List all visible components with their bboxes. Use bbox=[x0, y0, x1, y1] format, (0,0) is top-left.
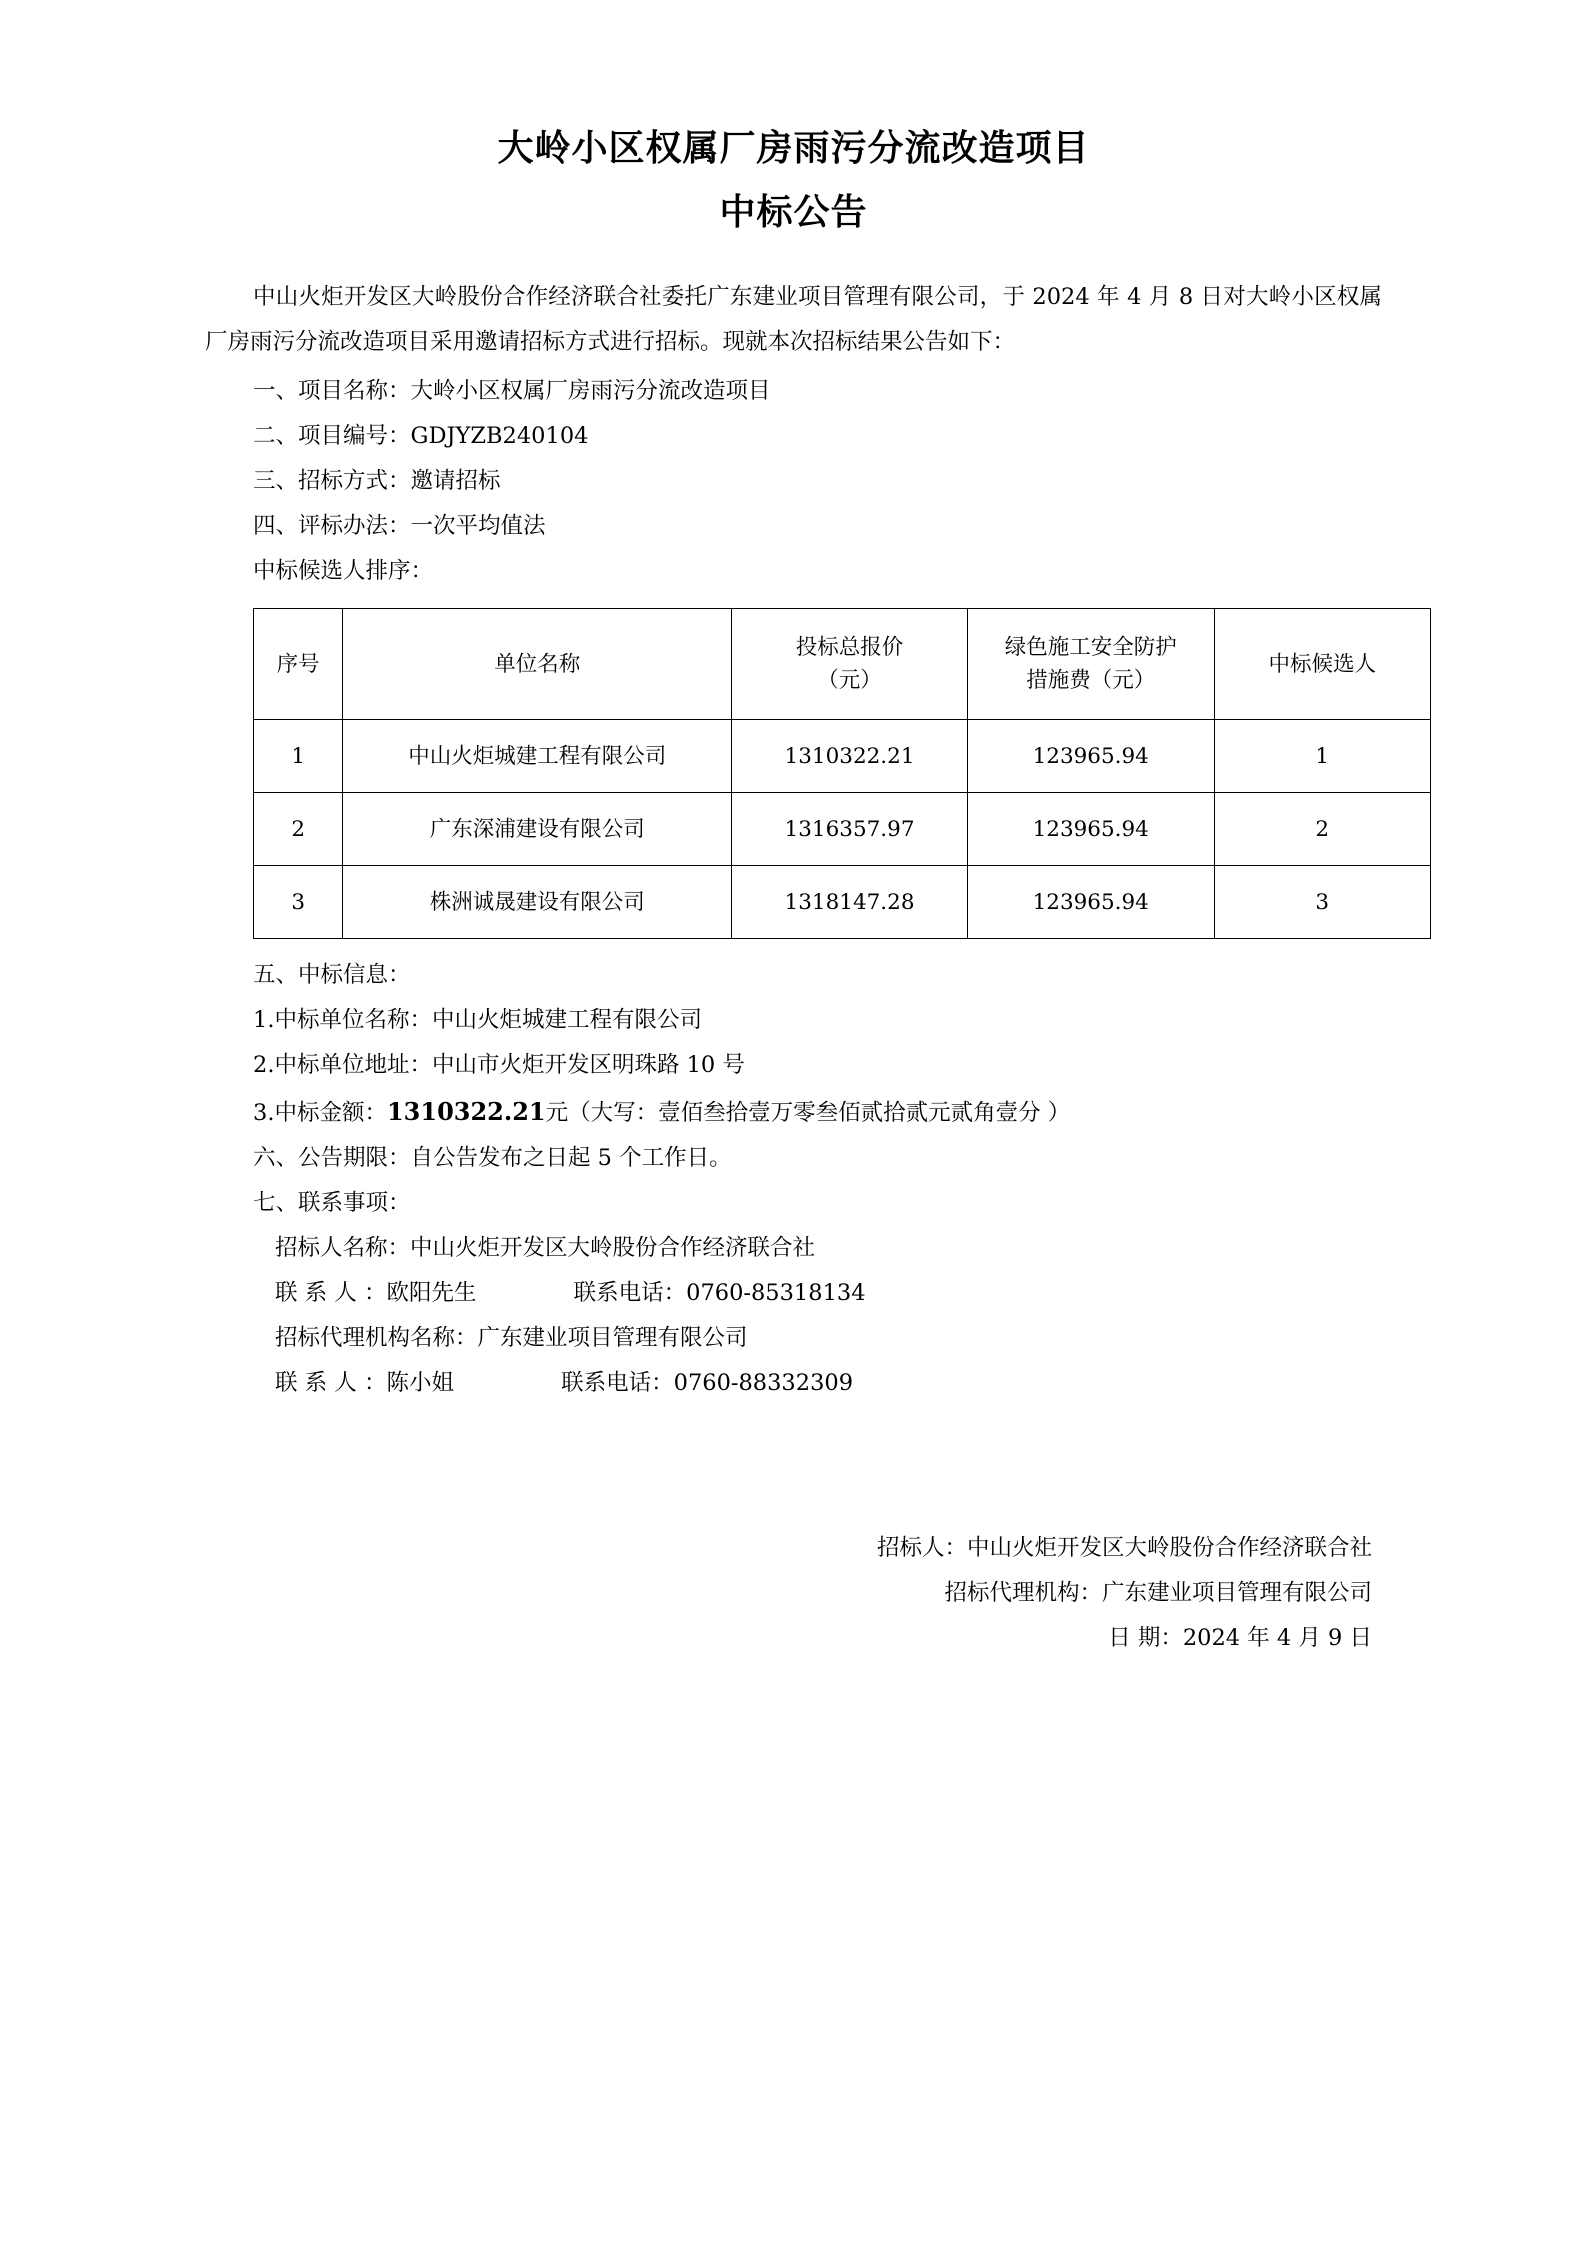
header-price bbox=[732, 609, 968, 720]
cell-price: 1316357.97 bbox=[732, 793, 968, 866]
bid-candidates-table bbox=[253, 608, 1431, 939]
cell-rank: 1 bbox=[1214, 720, 1430, 793]
winner-amount-line bbox=[205, 1088, 1382, 1136]
section-six-notice-period: 六、公告期限：自公告发布之日起 5 个工作日。 bbox=[253, 1145, 732, 1172]
table-row bbox=[254, 866, 1431, 939]
cell-rank: 2 bbox=[1214, 793, 1430, 866]
table-row bbox=[254, 720, 1431, 793]
candidates-label: 中标候选人排序： bbox=[253, 558, 434, 585]
cell-rank: 3 bbox=[1214, 866, 1430, 939]
header-price-line2: （元） bbox=[817, 668, 882, 694]
item-evaluation-method: 四、评标办法：一次平均值法 bbox=[253, 513, 546, 540]
cell-price: 1318147.28 bbox=[732, 866, 968, 939]
agency-name: 招标代理机构名称：广东建业项目管理有限公司 bbox=[275, 1325, 748, 1352]
footer-tenderer: 招标人：中山火炬开发区大岭股份合作经济联合社 bbox=[876, 1535, 1372, 1562]
contact-row-1 bbox=[205, 1271, 1382, 1316]
section-five-title: 五、中标信息： bbox=[253, 962, 411, 989]
contact-person-1: 联 系 人 ：欧阳先生 bbox=[275, 1280, 477, 1307]
cell-fee: 123965.94 bbox=[967, 866, 1214, 939]
signature-block bbox=[205, 1526, 1382, 1661]
page-title: 大岭小区权属厂房雨污分流改造项目 bbox=[497, 127, 1090, 169]
winner-amount-suffix: 元（大写：壹佰叁拾壹万零叁佰贰拾贰元贰角壹分 ） bbox=[545, 1100, 1071, 1127]
contact-phone-1: 联系电话：0760-85318134 bbox=[573, 1280, 866, 1307]
contact-phone-2: 联系电话：0760-88332309 bbox=[561, 1370, 854, 1397]
winner-amount-value: 1310322.21 bbox=[386, 1097, 546, 1127]
winner-unit-name: 1.中标单位名称：中山火炬城建工程有限公司 bbox=[253, 1007, 702, 1034]
winner-unit-address: 2.中标单位地址：中山市火炬开发区明珠路 10 号 bbox=[253, 1052, 745, 1079]
winner-amount-prefix: 3.中标金额： bbox=[253, 1100, 387, 1127]
cell-no: 3 bbox=[254, 866, 343, 939]
header-rank: 中标候选人 bbox=[1214, 609, 1430, 720]
cell-no: 2 bbox=[254, 793, 343, 866]
footer-agency: 招标代理机构：广东建业项目管理有限公司 bbox=[944, 1580, 1372, 1607]
tenderer-name: 招标人名称：中山火炬开发区大岭股份合作经济联合社 bbox=[275, 1235, 816, 1262]
cell-company: 株洲诚晟建设有限公司 bbox=[343, 866, 732, 939]
table-header-row bbox=[254, 609, 1431, 720]
cell-no: 1 bbox=[254, 720, 343, 793]
cell-fee: 123965.94 bbox=[967, 793, 1214, 866]
header-fee-line2: 措施费（元） bbox=[1026, 668, 1156, 694]
table-row bbox=[254, 793, 1431, 866]
cell-price: 1310322.21 bbox=[732, 720, 968, 793]
header-no: 序号 bbox=[254, 609, 343, 720]
intro-paragraph: 中山火炬开发区大岭股份合作经济联合社委托广东建业项目管理有限公司，于 2024 年 4 月 8 日对大岭小区权属厂房雨污分流改造项目采用邀请招标方式进行招标。现就本次招标结果公告如下： bbox=[205, 284, 1382, 356]
contact-person-2: 联 系 人 ：陈小姐 bbox=[275, 1370, 454, 1397]
cell-company: 广东深浦建设有限公司 bbox=[343, 793, 732, 866]
cell-fee: 123965.94 bbox=[967, 720, 1214, 793]
cell-company: 中山火炬城建工程有限公司 bbox=[343, 720, 732, 793]
header-fee-line1: 绿色施工安全防护 bbox=[1004, 634, 1177, 660]
header-company: 单位名称 bbox=[343, 609, 732, 720]
contact-row-2 bbox=[205, 1361, 1382, 1406]
item-project-number: 二、项目编号：GDJYZB240104 bbox=[253, 423, 589, 450]
item-bidding-method: 三、招标方式：邀请招标 bbox=[253, 468, 501, 495]
section-seven-title: 七、联系事项： bbox=[253, 1190, 411, 1217]
header-safety-fee bbox=[967, 609, 1214, 720]
header-price-line1: 投标总报价 bbox=[795, 634, 904, 660]
footer-date: 日 期：2024 年 4 月 9 日 bbox=[1108, 1625, 1372, 1652]
item-project-name: 一、项目名称：大岭小区权属厂房雨污分流改造项目 bbox=[253, 378, 771, 405]
page-subtitle: 中标公告 bbox=[719, 190, 868, 233]
